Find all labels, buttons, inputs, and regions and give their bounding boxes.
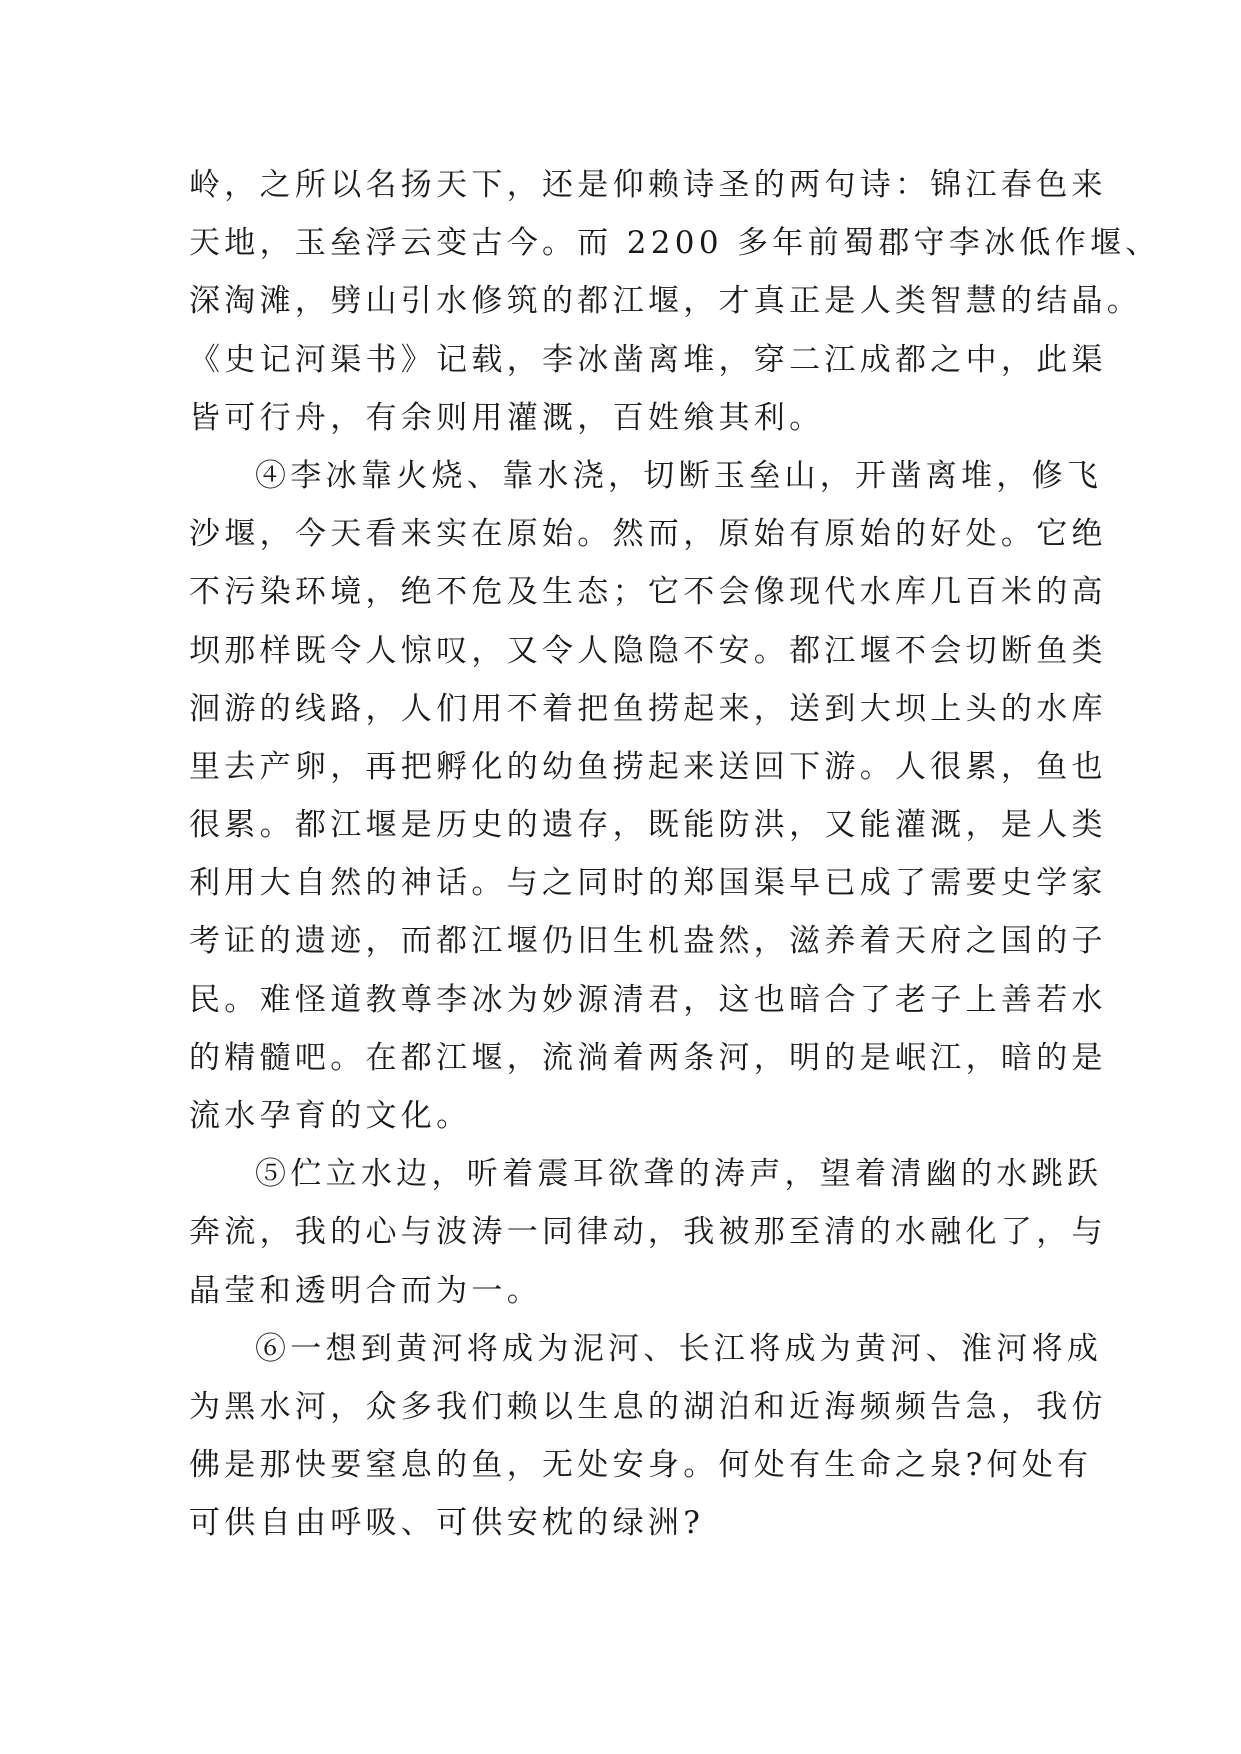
text-line: 皆可行舟，有余则用灌溉，百姓飨其利。 <box>189 399 825 436</box>
text-line: 洄游的线路，人们用不着把鱼捞起来，送到大坝上头的水库 <box>189 690 1107 727</box>
text-line: 不污染环境，绝不危及生态；它不会像现代水库几百米的高 <box>189 574 1107 611</box>
text-line: 可供自由呼吸、可供安枕的绿洲? <box>189 1505 705 1542</box>
paragraph-start-line: ⑤伫立水边，听着震耳欲聋的涛声，望着清幽的水跳跃 <box>255 1156 1103 1193</box>
text-line: 利用大自然的神话。与之同时的郑国渠早已成了需要史学家 <box>189 865 1107 902</box>
text-line: 《史记河渠书》记载，李冰凿离堆，穿二江成都之中，此渠 <box>189 341 1107 378</box>
text-line: 岭，之所以名扬天下，还是仰赖诗圣的两句诗：锦江春色来 <box>189 167 1107 203</box>
paragraph-start-line: ⑥一想到黄河将成为泥河、长江将成为黄河、淮河将成 <box>255 1330 1103 1367</box>
text-line: 奔流，我的心与波涛一同律动，我被那至清的水融化了，与 <box>189 1214 1107 1251</box>
text-line: 晶莹和透明合而为一。 <box>189 1272 542 1309</box>
text-line: 考证的遗迹，而都江堰仍旧生机盎然，滋养着天府之国的子 <box>189 923 1107 960</box>
text-line: 佛是那快要窒息的鱼，无处安身。何处有生命之泉?何处有 <box>189 1447 1093 1484</box>
text-line: 流水孕育的文化。 <box>189 1098 472 1134</box>
text-line: 很累。都江堰是历史的遗存，既能防洪，又能灌溉，是人类 <box>189 807 1107 844</box>
text-line: 民。难怪道教尊李冰为妙源清君，这也暗合了老子上善若水 <box>189 981 1107 1018</box>
text-line: 天地，玉垒浮云变古今。而 2200 多年前蜀郡守李冰低作堰、 <box>189 225 1161 262</box>
text-line: 坝那样既令人惊叹，又令人隐隐不安。都江堰不会切断鱼类 <box>189 632 1107 669</box>
text-line: 沙堰，今天看来实在原始。然而，原始有原始的好处。它绝 <box>189 516 1107 553</box>
text-line: 为黑水河，众多我们赖以生息的湖泊和近海频频告急，我仿 <box>189 1388 1107 1425</box>
text-line: 里去产卵，再把孵化的幼鱼捞起来送回下游。人很累，鱼也 <box>189 748 1107 785</box>
text-line: 深淘滩，劈山引水修筑的都江堰，才真正是人类智慧的结晶。 <box>189 283 1143 320</box>
paragraph-start-line: ④李冰靠火烧、靠水浇，切断玉垒山，开凿离堆，修飞 <box>255 457 1103 494</box>
text-line: 的精髓吧。在都江堰，流淌着两条河，明的是岷江，暗的是 <box>189 1039 1107 1076</box>
body-text <box>189 156 1161 1553</box>
